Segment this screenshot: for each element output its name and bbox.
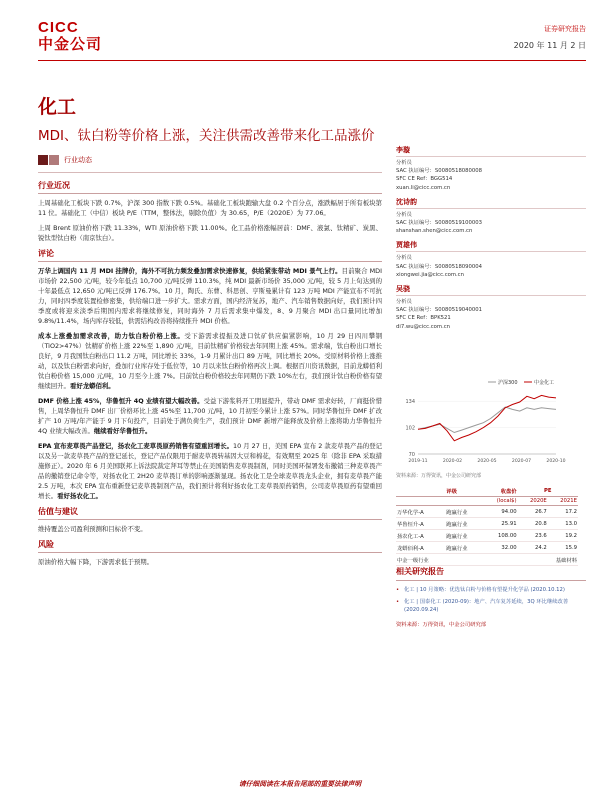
pe-2021e: 15.9 <box>548 542 578 554</box>
pe-2021e: 19.2 <box>548 530 578 542</box>
analyst-column <box>396 145 586 336</box>
pe-2020e: 26.7 <box>518 506 548 518</box>
table-row <box>396 518 578 530</box>
tag-rule <box>38 172 382 173</box>
table-subheader-cell: (local$) <box>483 497 518 506</box>
pe-2020e: 23.6 <box>518 530 548 542</box>
y-tick-label: 102 <box>405 425 415 432</box>
y-tick-label: 134 <box>405 399 415 406</box>
paragraph-text: 上周 Brent 原油价格下跌 11.33%，WTI 原油价格下跌 11.00%。化工品价格涨幅居前：DMF、液氯、钛精矿、炭黑、锐钛型钛白粉（南京钛白）。 <box>38 224 382 242</box>
table-subheader-cell <box>445 497 482 506</box>
analyst-name: 贾雄伟 <box>396 240 586 252</box>
analyst-name: 吴骁 <box>396 284 586 296</box>
analyst-name: 李璇 <box>396 145 586 157</box>
logo-cn: 中金公司 <box>38 35 103 53</box>
sector-title: 化工 <box>38 96 77 118</box>
chart-note: 资料来源：万得资讯，中金公司研究部 <box>396 473 482 479</box>
coverage-table <box>396 486 578 566</box>
related-source: 资料来源：万得资讯，中金公司研究部 <box>396 622 487 628</box>
close-price: 25.91 <box>483 518 518 530</box>
table-footer-left: 中金一级行业 <box>396 554 483 566</box>
paragraph-conclusion: 看好扬农化工。 <box>57 492 102 500</box>
paragraph <box>38 266 382 326</box>
close-price: 108.00 <box>483 530 518 542</box>
paragraph-text: 受益下游浆料开工明显提升，带动 DMF 需求好转，厂商挺价惜售，上周华鲁恒升 DMF 出厂价格环比上涨 45%至 11,700 元/吨，10 月初至今累计上涨 57%。同时华鲁恒升 DMF 扩改扩产 10 万吨/年产能于 9 月下旬投产，目前处于满负荷生产，我们预计 DMF 新增产能释放及价格上涨将助力华鲁恒升 4Q 业绩大幅改善。 <box>38 397 383 435</box>
logo-en: CICC <box>38 19 79 36</box>
paragraph-lead: 万华上调国内 11 月 MDI 挂牌价，海外不可抗力频发叠加需求快速修复，供给紧张带动 MDI 景气上行。 <box>38 267 342 275</box>
performance-chart <box>396 378 566 470</box>
paragraph <box>38 441 382 501</box>
paragraph-text: 上周基础化工板块下跌 0.7%，沪深 300 指数下跌 0.5%。基础化工板块跑输大盘 0.2 个百分点，涨跌幅居于所有板块第 11 位。基础化工（中信）板块 P/E（TTM，整体法，剔除负值）为 30.65，P/E（2020E）为 77.06。 <box>38 199 382 217</box>
analyst-role: 分析员 <box>396 160 412 166</box>
chart-svg <box>396 378 566 470</box>
rating: 跑赢行业 <box>445 518 482 530</box>
paragraph <box>38 223 382 243</box>
x-tick-label: 2019-11 <box>408 459 428 464</box>
paragraph-lead: 成本上涨叠加需求改善，助力钛白粉价格上涨。 <box>38 332 185 340</box>
paragraph <box>38 557 382 567</box>
table-subheader-cell: 2021E <box>548 497 578 506</box>
bullet-icon: • <box>396 587 400 593</box>
analyst-cee: SFC CE Ref：BGG514 <box>396 176 453 183</box>
y-tick-label: 70 <box>408 452 415 458</box>
analyst-license: SAC 执证编号：S0080518090004 <box>396 263 483 270</box>
analyst-role: 分析员 <box>396 211 412 218</box>
paragraph-text: 目前聚合 MDI 市场价 22,500 元/吨，较今年低点 10,700 元/吨反弹 110.3%，纯 MDI 最新市场价 35,000 元/吨，较 5 月上旬达到的十年最低点 12,650 元/吨已反弹 176.7%。10 月，陶氏、东曹、科思创、亨斯曼累计有 123 万吨 MDI 产能宣布不可抗力，同时四季度装置检修密集，供给端口进一步扩大。需求方面，国内经济复苏，地产、汽车销售数据向好，我们预计四季度或将迎来淡季后期国内需求将继续修复，同时海外 7 月后需求集中爆发，8、9 月聚合 MDI 出口量同比增加 9.8%/11.4%，场内库存较低，供需结构改善将持续推升 MDI 价格。 <box>38 267 382 325</box>
analyst-name: 沈诗韵 <box>396 197 586 209</box>
analyst-email: di7.wu@cicc.com.cn <box>396 323 451 330</box>
report-date: 2020 年 11 月 2 日 <box>513 41 586 50</box>
pe-2020e: 24.2 <box>518 542 548 554</box>
rating: 跑赢行业 <box>445 542 482 554</box>
analyst-email: xuan.li@cicc.com.cn <box>396 184 451 191</box>
main-title: MDI、钛白粉等价格上涨，关注供需改善带来化工品涨价 <box>38 128 375 144</box>
table-row <box>396 506 578 518</box>
company-name: 龙蟒佰利-A <box>396 542 442 554</box>
related-rule <box>396 580 586 581</box>
related-item[interactable] <box>396 598 586 614</box>
tag-box-icon <box>49 155 59 165</box>
analyst-license: SAC 执证编号：S0080519100003 <box>396 220 483 227</box>
x-tick-label: 2020-05 <box>477 459 497 464</box>
section-heading: 评论 <box>38 249 54 258</box>
body-column <box>38 180 382 572</box>
company-name: 扬农化工-A <box>396 530 442 542</box>
section-rule <box>38 193 382 194</box>
pe-2021e: 17.2 <box>548 506 578 518</box>
table-row <box>396 530 578 542</box>
table-header-cell <box>396 486 442 497</box>
table-footer-row <box>396 554 578 566</box>
analyst-license: SAC 执证编号：S0080518080008 <box>396 168 483 175</box>
close-price: 32.00 <box>483 542 518 554</box>
tag-label: 行业动态 <box>64 156 92 164</box>
analyst-email: xiongwei.jia@cicc.com.cn <box>396 271 464 278</box>
related-link: 化工 | 10 月策略：优选钛白粉与价格有望提升化学品 (2020.10.12) <box>404 587 565 593</box>
series-line-0 <box>418 407 556 433</box>
paragraph-conclusion: 看好龙蟒佰利。 <box>69 382 115 390</box>
table-header-cell: PE <box>518 486 578 497</box>
table-subheader-cell <box>396 497 442 506</box>
table-header-cell: 评级 <box>445 486 482 497</box>
analyst-role: 分析员 <box>396 299 412 306</box>
paragraph <box>38 524 382 534</box>
section-heading: 行业近况 <box>38 181 70 190</box>
analyst-card <box>396 284 586 331</box>
paragraph <box>38 331 382 391</box>
paragraph-text: 受下游需求提振及进口钛矿供应偏紧影响，10 月 29 日四川攀钢（TiO2>47%）钛精矿价格上涨 22%至 1,890 元/吨，目前钛精矿价格较去年同期上涨 45%。需求端，钛白粉出口增长良好，9 月我国钛白粉出口 11.2 万吨，同比增长 33%，1-9 月累计出口 89 万吨，同比增长 20%。受原材料价格上涨推动，以及钛白粉需求向好，叠加行业库存处于低位等，10 月以来钛白粉价格再次上调。根据百川资讯数据，目前龙蟒佰利钛白粉价格 15,000 元/吨，10 月至今上涨 7%。目前钛白粉价格较去年同期仍下跌 10%左右，我们预计钛白粉价格有望继续回升。 <box>38 332 383 390</box>
table-header-cell: 收盘价 <box>483 486 518 497</box>
x-tick-label: 2020-07 <box>511 459 532 464</box>
rating: 跑赢行业 <box>445 506 482 518</box>
analyst-card <box>396 145 586 192</box>
bullet-icon: • <box>396 599 400 605</box>
section-rule <box>38 261 382 262</box>
table-footer-right: 基础材料 <box>483 554 578 566</box>
analyst-email: shanshan.shen@cicc.com.cn <box>396 228 473 235</box>
pe-2020e: 20.8 <box>518 518 548 530</box>
paragraph-text: 原油价格大幅下降，下游需求低于预期。 <box>38 558 154 566</box>
section-rule <box>38 552 382 553</box>
related-heading: 相关研究报告 <box>396 567 444 576</box>
header-rule <box>38 60 586 61</box>
related-link: 化工 | 国泰化工 (2020-09)：地产、汽车复苏延续，3Q 环比继续改善 (2020.09.24) <box>404 599 569 613</box>
paragraph-text: 10 月 27 日，美国 EPA 宣布 2 款麦草畏产品的登记以及另一款麦草畏产品的登记延长，登记产品仅限用于耐麦草畏转基因大豆和棉花，有效期至 2025 年（除非 EPA 采取措施修正）。2020 年 6 月美国联邦上诉法院裁定拜耳等禁止在美国销售麦草畏制剂，同时美国环保署发布撤销三种麦草畏产品的撤销登记命令等，对扬农化工 2H20 麦草畏订单的影响逐渐显现。扬农化工是全球麦草畏龙头企业，拥有麦草畏产能 2.5 万吨，本次 EPA 宣布重新登记麦草畏制剂产品，我们预计将利好扬农化工麦草畏原药销售，公司麦草畏原药有望重回增长。 <box>38 442 382 500</box>
table-header-row <box>396 486 578 497</box>
rating: 跑赢行业 <box>445 530 482 542</box>
paragraph-conclusion: 继续看好华鲁恒升。 <box>93 427 152 435</box>
x-tick-label: 2020-10 <box>546 459 566 464</box>
analyst-role: 分析员 <box>396 255 412 262</box>
close-price: 94.00 <box>483 506 518 518</box>
table-row <box>396 542 578 554</box>
related-research <box>396 566 586 628</box>
logo <box>38 20 102 53</box>
analyst-cee: SFC CE Ref：BPK521 <box>396 315 451 322</box>
section-heading: 估值与建议 <box>38 507 78 516</box>
paragraph-text: 维持覆盖公司盈利预测和目标价不变。 <box>38 525 147 533</box>
report-type: 证券研究报告 <box>544 25 586 33</box>
analyst-license: SAC 执证编号：S0080519040001 <box>396 307 483 314</box>
paragraph-lead: DMF 价格上涨 45%，华鲁恒升 4Q 业绩有望大幅改善。 <box>38 397 204 405</box>
paragraph <box>38 396 382 436</box>
series-line-1 <box>418 395 556 440</box>
tag-box-icon <box>38 155 48 165</box>
analyst-card <box>396 240 586 279</box>
company-name: 万华化学-A <box>396 506 442 518</box>
table-subheader-row <box>396 497 578 506</box>
paragraph-lead: EPA 宣布麦草畏产品登记，扬农化工麦草畏原药销售有望重回增长。 <box>38 442 234 450</box>
related-item[interactable] <box>396 586 586 594</box>
legend-label: 沪深300 <box>498 380 518 386</box>
paragraph <box>38 198 382 218</box>
legend-label: 中金化工 <box>534 380 555 386</box>
company-name: 华鲁恒升-A <box>396 518 442 530</box>
section-heading: 风险 <box>38 540 54 549</box>
section-rule <box>38 519 382 520</box>
table-subheader-cell: 2020E <box>518 497 548 506</box>
pe-2021e: 13.0 <box>548 518 578 530</box>
analyst-card <box>396 197 586 236</box>
legal-footer: 请仔细阅读在本报告尾部的重要法律声明 <box>238 780 362 788</box>
x-tick-label: 2020-02 <box>442 459 463 464</box>
